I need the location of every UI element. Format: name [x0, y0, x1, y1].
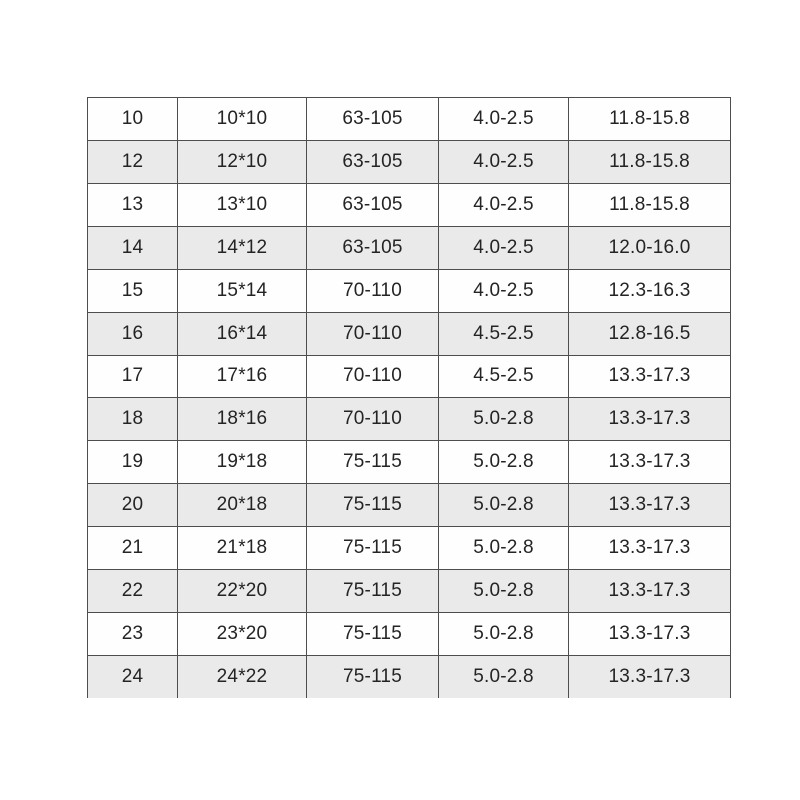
- table-cell: 5.0-2.8: [439, 398, 569, 440]
- table-cell: 24: [88, 656, 178, 698]
- table-cell: 4.0-2.5: [439, 184, 569, 226]
- table-cell: 13*10: [178, 184, 307, 226]
- table-cell: 4.0-2.5: [439, 227, 569, 269]
- table-row: [88, 484, 730, 527]
- table-cell: 13.3-17.3: [608, 623, 691, 645]
- table-cell: 14: [88, 227, 178, 269]
- table-cell: 15: [88, 270, 178, 312]
- table-row: [88, 227, 730, 270]
- table-row: [88, 656, 730, 698]
- table-row: [88, 527, 730, 570]
- table-cell: 23: [88, 613, 178, 655]
- table-cell: 4.0-2.5: [439, 141, 569, 183]
- table-cell: 13.3-17.3: [608, 665, 691, 687]
- table-cell: 20*18: [178, 484, 307, 526]
- table-cell: 13.3-17.3: [608, 451, 691, 473]
- table-cell: 18: [88, 398, 178, 440]
- table-cell: 16: [88, 313, 178, 355]
- table-cell: 11.8-15.8: [609, 150, 690, 172]
- table-cell: 75-115: [307, 527, 439, 569]
- table-row: [88, 98, 730, 141]
- table-cell: 16*14: [178, 313, 307, 355]
- table-cell: 14*12: [178, 227, 307, 269]
- table-cell: 24*22: [178, 656, 307, 698]
- table-cell: 17: [88, 356, 178, 398]
- table-cell: 5.0-2.8: [439, 613, 569, 655]
- table-cell: 63-105: [307, 98, 439, 140]
- table-cell: 75-115: [307, 570, 439, 612]
- table-cell: 11.8-15.8: [609, 193, 690, 215]
- table-cell: 5.0-2.8: [439, 484, 569, 526]
- table-row: [88, 141, 730, 184]
- table-cell: 63-105: [307, 227, 439, 269]
- table-cell: 75-115: [307, 656, 439, 698]
- table-cell: 4.5-2.5: [439, 313, 569, 355]
- table-cell: 19*18: [178, 441, 307, 483]
- table-cell: 70-110: [307, 270, 439, 312]
- table-cell: 63-105: [307, 184, 439, 226]
- table-row: [88, 270, 730, 313]
- table-cell: 5.0-2.8: [439, 570, 569, 612]
- table-row: [88, 398, 730, 441]
- table-row: [88, 613, 730, 656]
- table-cell: 10*10: [178, 98, 307, 140]
- table-cell: 22: [88, 570, 178, 612]
- table-cell: 70-110: [307, 398, 439, 440]
- table-cell: 12.3-16.3: [608, 279, 691, 301]
- table-cell: 19: [88, 441, 178, 483]
- table-row: [88, 356, 730, 399]
- table-cell: 13.3-17.3: [608, 580, 691, 602]
- table-cell: 4.0-2.5: [439, 270, 569, 312]
- table-cell: 18*16: [178, 398, 307, 440]
- table-cell: 4.0-2.5: [439, 98, 569, 140]
- table-cell: 22*20: [178, 570, 307, 612]
- table-cell: 70-110: [307, 356, 439, 398]
- table-cell: 23*20: [178, 613, 307, 655]
- table-cell: 75-115: [307, 613, 439, 655]
- table-cell: 21*18: [178, 527, 307, 569]
- table-cell: 4.5-2.5: [439, 356, 569, 398]
- table-row: [88, 570, 730, 613]
- table-cell: 13: [88, 184, 178, 226]
- table-cell: 12.0-16.0: [608, 236, 691, 258]
- table-cell: 20: [88, 484, 178, 526]
- table-cell: 13.3-17.3: [608, 537, 691, 559]
- spec-table: [87, 97, 731, 698]
- table-cell: 15*14: [178, 270, 307, 312]
- table-cell: 75-115: [307, 484, 439, 526]
- table-row: [88, 184, 730, 227]
- table-cell: 11.8-15.8: [609, 107, 690, 129]
- table-cell: 21: [88, 527, 178, 569]
- table-cell: 12*10: [178, 141, 307, 183]
- table-row: [88, 313, 730, 356]
- table-cell: 12: [88, 141, 178, 183]
- table-cell: 10: [88, 98, 178, 140]
- table-cell: 5.0-2.8: [439, 527, 569, 569]
- table-cell: 12.8-16.5: [608, 322, 691, 344]
- table-cell: 13.3-17.3: [608, 365, 691, 387]
- table-cell: 70-110: [307, 313, 439, 355]
- table-cell: 17*16: [178, 356, 307, 398]
- table-cell: 5.0-2.8: [439, 441, 569, 483]
- table-cell: 13.3-17.3: [608, 408, 691, 430]
- table-row: [88, 441, 730, 484]
- table-cell: 5.0-2.8: [439, 656, 569, 698]
- table-cell: 13.3-17.3: [608, 494, 691, 516]
- table-cell: 63-105: [307, 141, 439, 183]
- table-cell: 75-115: [307, 441, 439, 483]
